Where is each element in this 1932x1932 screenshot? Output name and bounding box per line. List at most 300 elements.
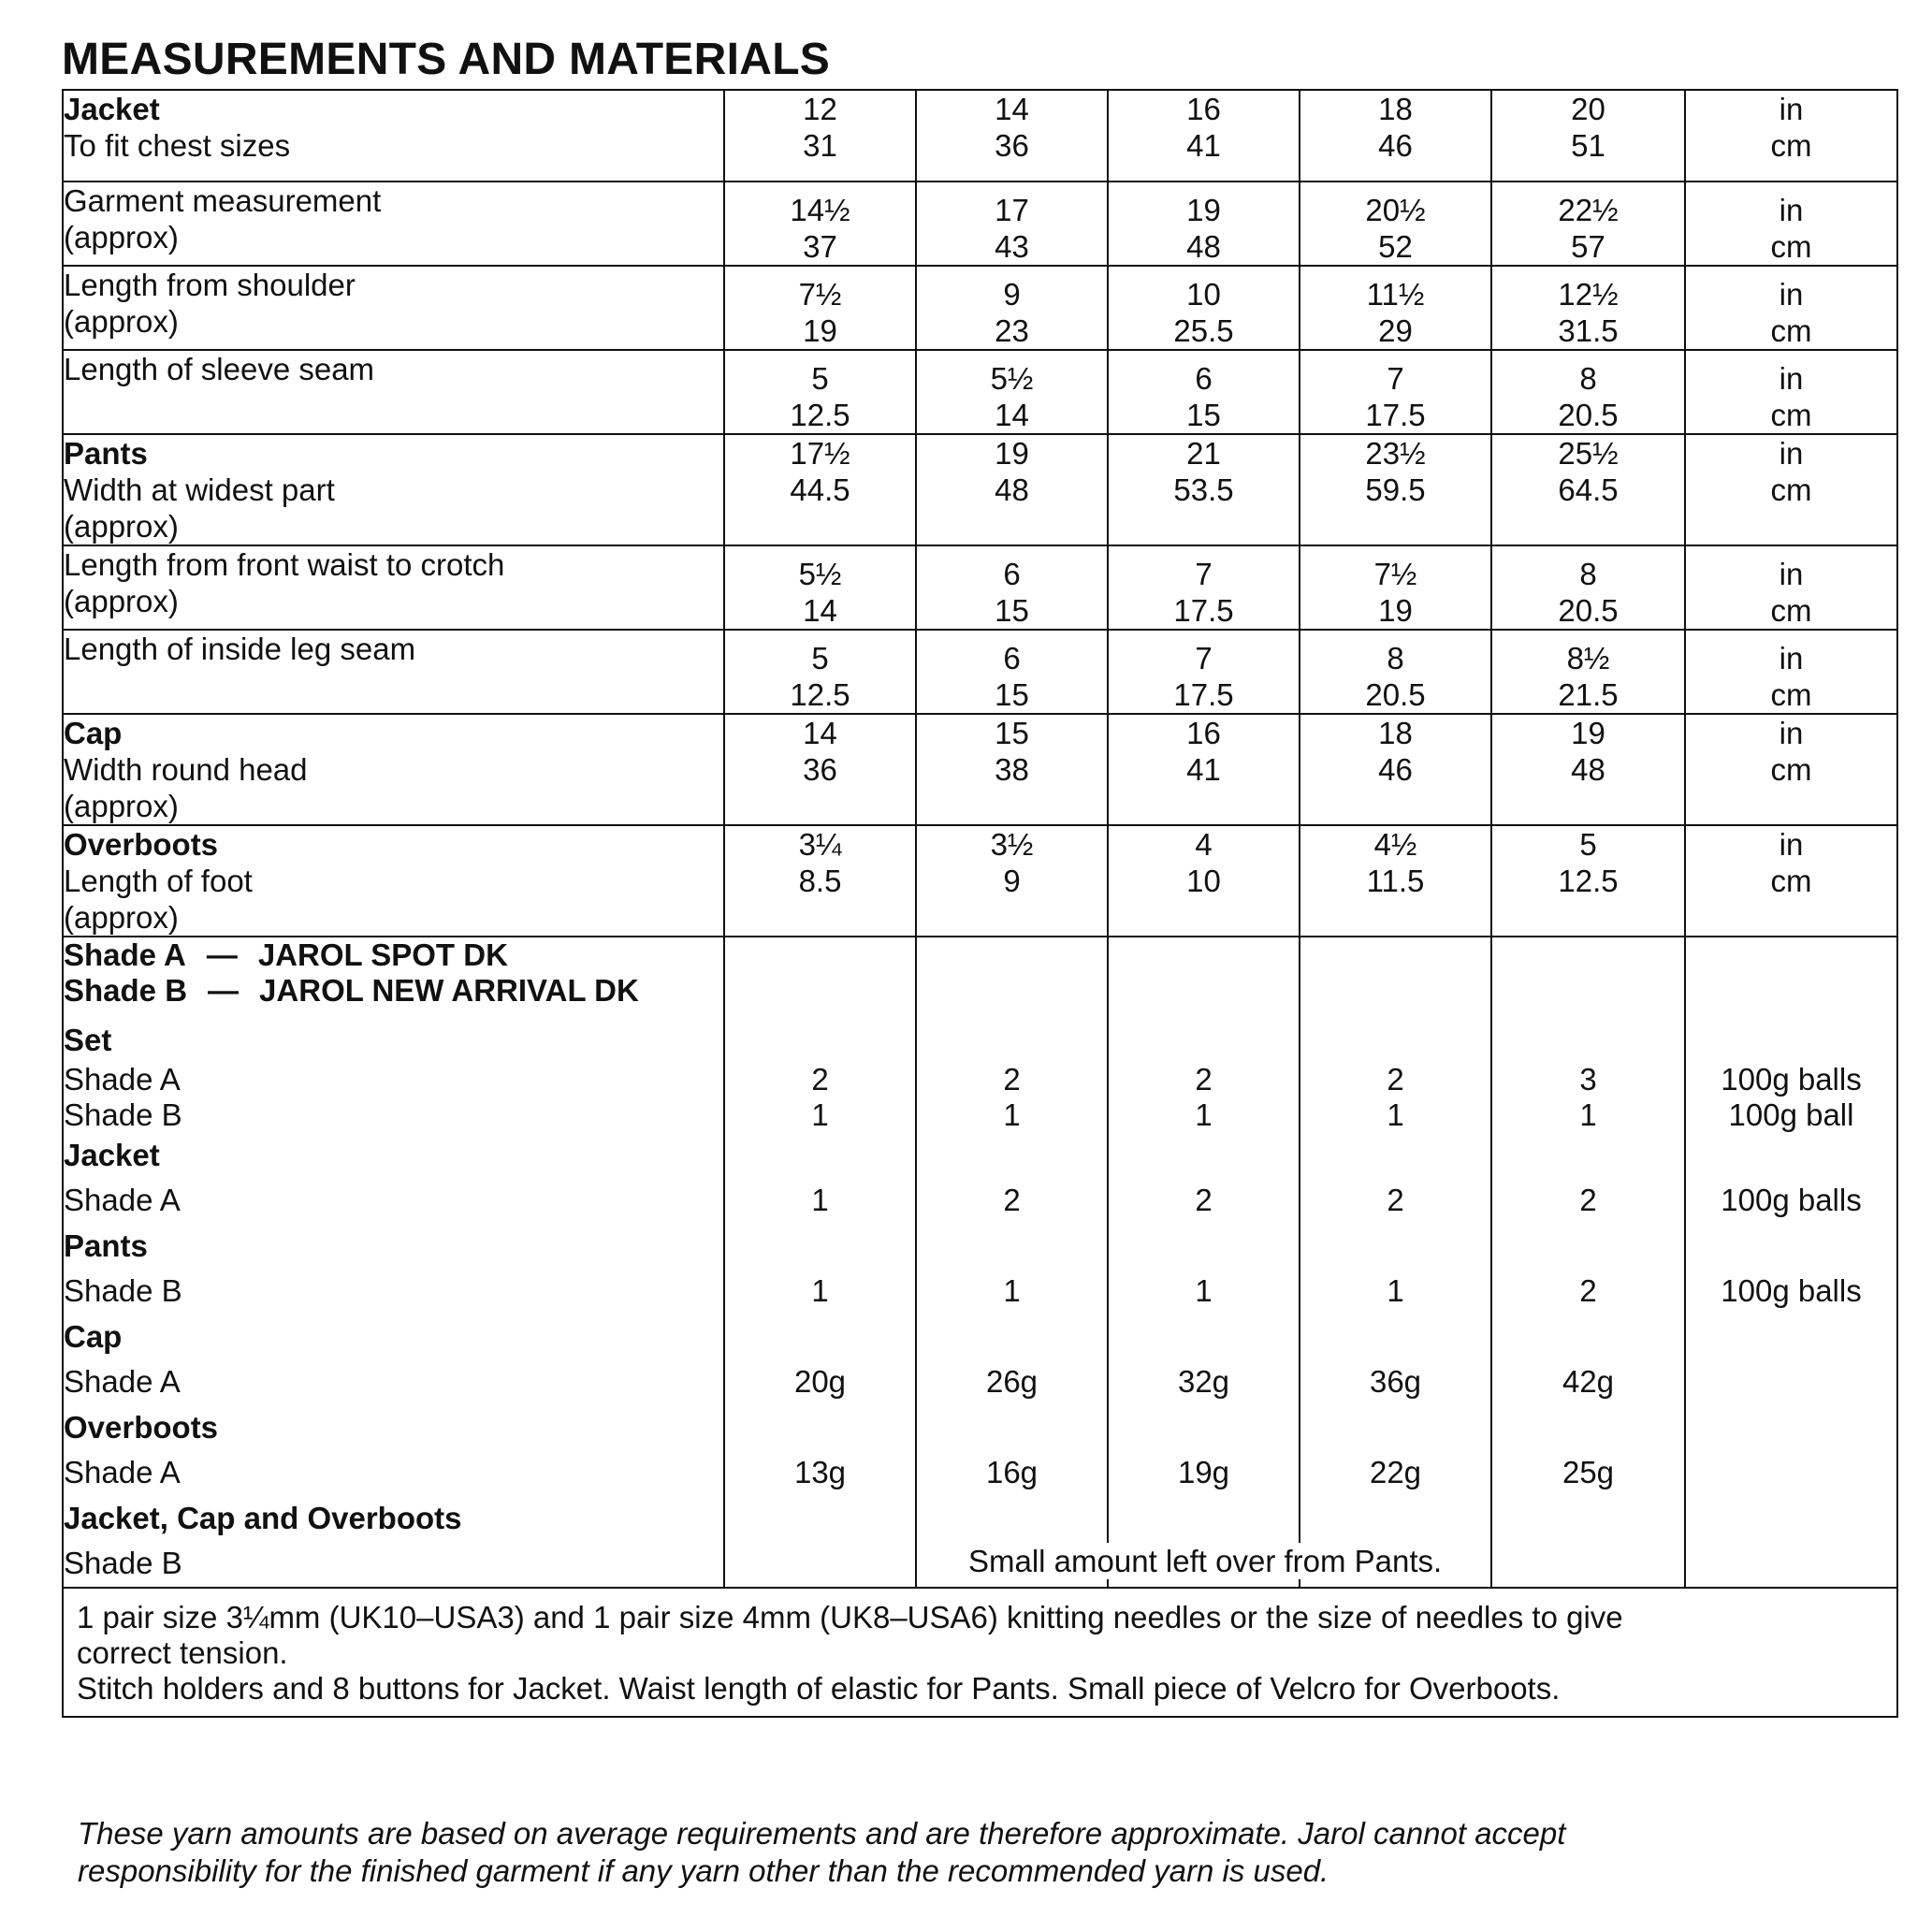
value-inches: 14½ xyxy=(790,193,850,227)
spacer xyxy=(1109,1496,1299,1540)
value-inches: 5 xyxy=(1579,827,1597,862)
size-value-cell xyxy=(1108,266,1300,350)
value-inches: 9 xyxy=(1003,277,1021,312)
needles-line: Stitch holders and 8 buttons for Jacket. Waist length of elastic for Pants. Small piece of Velcro for Overboots. xyxy=(77,1671,1561,1706)
yarn-amount: 36g xyxy=(1369,1364,1422,1399)
value-cm: 14 xyxy=(803,593,837,628)
measurement-row xyxy=(63,825,1897,937)
shade-a-yarn-name: JAROL SPOT DK xyxy=(257,937,508,972)
value-inches: 14 xyxy=(803,716,837,750)
value-inches: 22½ xyxy=(1558,193,1619,227)
value-inches: 21 xyxy=(1186,436,1221,471)
spacer xyxy=(725,1224,915,1268)
shade-b-yarn-line xyxy=(64,973,723,1009)
value-inches: 5 xyxy=(811,361,829,396)
value-cm: 19 xyxy=(1378,593,1413,628)
unit-inches: in xyxy=(1779,436,1804,471)
value-inches: 20 xyxy=(1571,92,1605,126)
measurement-label: To fit chest sizes xyxy=(64,128,291,163)
value-cm: 64.5 xyxy=(1558,472,1619,507)
size-value-cell xyxy=(1300,182,1491,266)
size-value-cell xyxy=(1491,350,1685,434)
shade-a-label: Shade A xyxy=(64,937,186,972)
shade-label: Shade A xyxy=(64,1364,181,1399)
spacer xyxy=(1686,1224,1896,1268)
unit-inches: in xyxy=(1779,716,1804,750)
size-value-cell xyxy=(1300,266,1491,350)
spacer xyxy=(1109,1018,1299,1062)
size-value-cell xyxy=(724,825,916,937)
size-value-cell xyxy=(1491,545,1685,630)
unit-inches: in xyxy=(1779,557,1804,591)
yarn-amount: 2 xyxy=(1003,1062,1021,1097)
value-cm: 48 xyxy=(995,472,1029,507)
value-inches: 6 xyxy=(1003,557,1021,591)
size-value-cell xyxy=(1300,825,1491,937)
value-cm: 36 xyxy=(803,752,837,787)
size-value-cell xyxy=(916,630,1108,714)
value-inches: 17 xyxy=(995,193,1029,227)
value-cm: 15 xyxy=(1186,398,1221,432)
yarn-amount: 2 xyxy=(1387,1062,1404,1097)
value-inches: 10 xyxy=(1186,277,1221,312)
size-value-cell xyxy=(724,434,916,545)
spacer xyxy=(725,1018,915,1062)
measurement-label-cell xyxy=(63,182,724,266)
measurement-row xyxy=(63,90,1897,182)
value-inches: 3½ xyxy=(990,827,1034,862)
value-inches: 6 xyxy=(1195,361,1213,396)
section-heading: Overboots xyxy=(64,1410,219,1445)
measurement-row xyxy=(63,182,1897,266)
unit-cell xyxy=(1685,825,1897,937)
size-value-cell xyxy=(724,90,916,182)
value-inches: 8 xyxy=(1579,557,1597,591)
measurement-row xyxy=(63,545,1897,630)
size-value-cell xyxy=(724,714,916,825)
measurement-label: (approx) xyxy=(64,220,179,254)
yarn-amount: 22g xyxy=(1369,1455,1422,1489)
yarn-amount: 2 xyxy=(1195,1183,1213,1217)
size-value-cell xyxy=(1108,90,1300,182)
spacer xyxy=(725,1315,915,1358)
value-cm: 44.5 xyxy=(790,472,850,507)
unit-cm: cm xyxy=(1770,229,1812,264)
measurement-row xyxy=(63,714,1897,825)
yarn-amount: 19g xyxy=(1177,1455,1230,1489)
value-cm: 15 xyxy=(995,593,1029,628)
unit-cm: cm xyxy=(1770,677,1812,712)
yarn-amount: 1 xyxy=(1579,1097,1597,1132)
size-value-cell xyxy=(724,266,916,350)
unit-inches: in xyxy=(1779,641,1804,675)
shade-label: Shade B xyxy=(64,1097,182,1132)
measurement-label: Length of inside leg seam xyxy=(64,632,416,666)
size-value-cell xyxy=(724,350,916,434)
value-inches: 12 xyxy=(803,92,837,126)
yarn-amount: 26g xyxy=(985,1364,1039,1399)
size-value-cell xyxy=(724,182,916,266)
yarn-unit: 100g balls xyxy=(1721,1062,1862,1097)
section-heading: Jacket xyxy=(64,92,160,126)
value-cm: 52 xyxy=(1378,229,1413,264)
spacer xyxy=(1300,1133,1490,1177)
value-inches: 19 xyxy=(995,436,1029,471)
value-inches: 8 xyxy=(1387,641,1404,675)
spacer xyxy=(1492,1405,1684,1449)
shade-label: Shade A xyxy=(64,1455,181,1489)
value-cm: 21.5 xyxy=(1558,677,1619,712)
spacer xyxy=(725,1405,915,1449)
measurement-label-cell xyxy=(63,545,724,630)
value-inches: 18 xyxy=(1378,716,1413,750)
value-cm: 15 xyxy=(995,677,1029,712)
yarn-amount: 2 xyxy=(1387,1183,1404,1217)
value-inches: 7½ xyxy=(1373,557,1417,591)
value-inches: 7 xyxy=(1195,641,1213,675)
yarn-unit: 100g balls xyxy=(1721,1273,1862,1308)
measurements-table xyxy=(62,89,1898,1718)
yarn-amount: 2 xyxy=(1003,1183,1021,1217)
unit-inches: in xyxy=(1779,92,1804,126)
size-value-cell xyxy=(1300,630,1491,714)
spacer xyxy=(917,1224,1107,1268)
value-inches: 7 xyxy=(1195,557,1213,591)
shade-label: Shade A xyxy=(64,1062,181,1097)
yarn-unit: 100g ball xyxy=(1728,1097,1854,1132)
value-cm: 23 xyxy=(995,313,1029,348)
unit-inches: in xyxy=(1779,827,1804,862)
size-value-cell xyxy=(1300,90,1491,182)
value-inches: 6 xyxy=(1003,641,1021,675)
disclaimer-line: responsibility for the finished garment if any yarn other than the recommended yarn is used. xyxy=(78,1853,1329,1888)
value-inches: 7½ xyxy=(798,277,842,312)
yarn-amount: 1 xyxy=(1195,1273,1213,1308)
measurement-label: Length from shoulder xyxy=(64,268,356,302)
needles-line: 1 pair size 3¼mm (UK10–USA3) and 1 pair size 4mm (UK8–USA6) knitting needles or the size of needles to give xyxy=(77,1600,1623,1634)
spacer xyxy=(1300,1496,1490,1540)
size-value-cell xyxy=(1108,825,1300,937)
shade-label: Shade A xyxy=(64,1183,181,1217)
measurement-label: Length of sleeve seam xyxy=(64,352,375,386)
spacer xyxy=(1686,1133,1896,1177)
value-inches: 16 xyxy=(1186,716,1221,750)
measurement-label: Length of foot xyxy=(64,864,253,898)
materials-size-cell xyxy=(916,937,1108,1588)
unit-cell xyxy=(1685,714,1897,825)
value-inches: 5 xyxy=(811,641,829,675)
value-cm: 46 xyxy=(1378,752,1413,787)
value-inches: 20½ xyxy=(1365,193,1426,227)
spacer xyxy=(1109,1224,1299,1268)
value-cm: 8.5 xyxy=(798,864,842,898)
yarn-unit: 100g balls xyxy=(1721,1183,1862,1217)
spacer xyxy=(917,1133,1107,1177)
spacer xyxy=(917,1496,1107,1540)
shade-a-yarn-line xyxy=(64,937,723,973)
value-cm: 57 xyxy=(1571,229,1605,264)
unit-cell xyxy=(1685,182,1897,266)
size-value-cell xyxy=(1300,545,1491,630)
size-value-cell xyxy=(1300,434,1491,545)
yarn-amount: 13g xyxy=(793,1455,847,1489)
value-cm: 10 xyxy=(1186,864,1221,898)
measurement-row xyxy=(63,434,1897,545)
value-inches: 23½ xyxy=(1365,436,1426,471)
shade-label: Shade B xyxy=(64,1546,182,1580)
size-value-cell xyxy=(916,90,1108,182)
value-cm: 17.5 xyxy=(1365,398,1426,432)
size-value-cell xyxy=(1491,434,1685,545)
value-inches: 25½ xyxy=(1558,436,1619,471)
unit-cell xyxy=(1685,545,1897,630)
unit-inches: in xyxy=(1779,193,1804,227)
unit-cm: cm xyxy=(1770,313,1812,348)
shade-b-yarn-name: JAROL NEW ARRIVAL DK xyxy=(259,973,639,1008)
size-value-cell xyxy=(1108,350,1300,434)
yarn-amount: 42g xyxy=(1562,1364,1615,1399)
size-value-cell xyxy=(916,266,1108,350)
measurement-label-cell xyxy=(63,630,724,714)
size-value-cell xyxy=(916,182,1108,266)
size-value-cell xyxy=(1108,630,1300,714)
size-value-cell xyxy=(1491,714,1685,825)
unit-cm: cm xyxy=(1770,128,1812,163)
unit-inches: in xyxy=(1779,361,1804,396)
section-heading: Pants xyxy=(64,436,148,471)
yarn-amount: 1 xyxy=(1003,1097,1021,1132)
yarn-amount: 2 xyxy=(1579,1183,1597,1217)
materials-size-cell xyxy=(1108,937,1300,1588)
shade-b-label: Shade B xyxy=(64,973,188,1008)
value-cm: 20.5 xyxy=(1558,398,1619,432)
unit-cell xyxy=(1685,90,1897,182)
size-value-cell xyxy=(1491,90,1685,182)
measurement-label-cell xyxy=(63,266,724,350)
needles-notes xyxy=(63,1588,1897,1717)
yarn-amount: 2 xyxy=(1195,1062,1213,1097)
size-value-cell xyxy=(1108,714,1300,825)
yarn-amount: 1 xyxy=(1387,1273,1404,1308)
size-value-cell xyxy=(916,825,1108,937)
value-cm: 17.5 xyxy=(1173,677,1234,712)
value-cm: 19 xyxy=(803,313,837,348)
spacer xyxy=(1300,1315,1490,1358)
value-cm: 12.5 xyxy=(790,398,850,432)
value-cm: 31 xyxy=(803,128,837,163)
yarn-amount: 1 xyxy=(1003,1273,1021,1308)
value-inches: 14 xyxy=(995,92,1029,126)
value-cm: 43 xyxy=(995,229,1029,264)
spacer xyxy=(1300,1224,1490,1268)
yarn-amount: 25g xyxy=(1562,1455,1615,1489)
yarn-amount: 1 xyxy=(811,1183,829,1217)
value-cm: 11.5 xyxy=(1366,864,1425,898)
shade-b-note: Small amount left over from Pants. xyxy=(963,1543,1447,1579)
dash: — xyxy=(206,937,238,972)
value-cm: 53.5 xyxy=(1173,472,1234,507)
unit-cm: cm xyxy=(1770,593,1812,628)
value-cm: 25.5 xyxy=(1173,313,1234,348)
spacer xyxy=(917,1315,1107,1358)
value-inches: 15 xyxy=(995,716,1029,750)
value-cm: 14 xyxy=(995,398,1029,432)
spacer xyxy=(1686,1018,1896,1062)
value-cm: 48 xyxy=(1571,752,1605,787)
spacer xyxy=(1109,1133,1299,1177)
spacer xyxy=(1492,1315,1684,1358)
measurement-label: (approx) xyxy=(64,584,179,618)
measurement-row xyxy=(63,630,1897,714)
unit-cell xyxy=(1685,434,1897,545)
measurement-label: Width at widest part xyxy=(64,472,335,507)
yarn-amount: 1 xyxy=(1387,1097,1404,1132)
value-cm: 9 xyxy=(1003,864,1021,898)
section-heading: Pants xyxy=(64,1228,148,1263)
size-value-cell xyxy=(1491,182,1685,266)
value-inches: 4½ xyxy=(1373,827,1417,862)
size-value-cell xyxy=(1300,714,1491,825)
spacer xyxy=(1300,1018,1490,1062)
value-inches: 7 xyxy=(1387,361,1404,396)
value-cm: 12.5 xyxy=(1558,864,1619,898)
yarn-amount: 2 xyxy=(1579,1273,1597,1308)
yarn-amount: 1 xyxy=(811,1273,829,1308)
section-heading: Jacket, Cap and Overboots xyxy=(64,1501,462,1535)
size-value-cell xyxy=(916,350,1108,434)
needles-row xyxy=(63,1588,1897,1717)
spacer xyxy=(725,1496,915,1540)
spacer xyxy=(917,1405,1107,1449)
disclaimer-line: These yarn amounts are based on average requirements and are therefore approximate. Jarol cannot accept xyxy=(78,1816,1566,1851)
measurement-label: (approx) xyxy=(64,900,179,935)
measurement-row xyxy=(63,266,1897,350)
value-inches: 18 xyxy=(1378,92,1413,126)
yarn-amount: 32g xyxy=(1177,1364,1230,1399)
unit-cm: cm xyxy=(1770,752,1812,787)
value-cm: 37 xyxy=(803,229,837,264)
measurement-label-cell xyxy=(63,90,724,182)
yarn-amount: 16g xyxy=(985,1455,1039,1489)
value-inches: 19 xyxy=(1186,193,1221,227)
yarn-amount: 3 xyxy=(1579,1062,1597,1097)
measurement-label: (approx) xyxy=(64,304,179,339)
value-cm: 41 xyxy=(1186,128,1221,163)
unit-cell xyxy=(1685,350,1897,434)
unit-cm: cm xyxy=(1770,472,1812,507)
measurement-label-cell xyxy=(63,825,724,937)
measurement-label-cell xyxy=(63,714,724,825)
materials-size-cell xyxy=(1491,937,1685,1588)
dash: — xyxy=(208,973,240,1008)
yarn-amount: 20g xyxy=(793,1364,847,1399)
value-inches: 12½ xyxy=(1558,277,1619,312)
size-value-cell xyxy=(724,630,916,714)
value-cm: 29 xyxy=(1378,313,1413,348)
spacer xyxy=(1492,1224,1684,1268)
unit-cm: cm xyxy=(1770,398,1812,432)
value-cm: 51 xyxy=(1571,128,1605,163)
value-cm: 36 xyxy=(995,128,1029,163)
measurement-label: Length from front waist to crotch xyxy=(64,547,505,582)
section-heading: Cap xyxy=(64,1319,123,1354)
value-inches: 5½ xyxy=(798,557,842,591)
needles-line: correct tension. xyxy=(77,1635,288,1670)
spacer xyxy=(725,1133,915,1177)
size-value-cell xyxy=(1108,182,1300,266)
measurement-label: (approx) xyxy=(64,789,179,823)
spacer xyxy=(1300,1405,1490,1449)
size-value-cell xyxy=(916,714,1108,825)
size-value-cell xyxy=(1491,266,1685,350)
value-cm: 20.5 xyxy=(1365,677,1426,712)
spacer xyxy=(1492,1018,1684,1062)
unit-inches: in xyxy=(1779,277,1804,312)
materials-size-cell xyxy=(1300,937,1491,1588)
value-cm: 31.5 xyxy=(1558,313,1619,348)
size-value-cell xyxy=(916,545,1108,630)
unit-cm: cm xyxy=(1770,864,1812,898)
yarn-amount: 2 xyxy=(811,1062,829,1097)
size-value-cell xyxy=(916,434,1108,545)
materials-unit-cell xyxy=(1685,937,1897,1588)
value-inches: 4 xyxy=(1195,827,1213,862)
section-heading: Cap xyxy=(64,716,123,750)
size-value-cell xyxy=(1491,825,1685,937)
size-value-cell xyxy=(1491,630,1685,714)
size-value-cell xyxy=(724,545,916,630)
measurement-label: Width round head xyxy=(64,752,308,787)
materials-label-cell xyxy=(63,937,724,1588)
value-inches: 5½ xyxy=(990,361,1034,396)
page-title: MEASUREMENTS AND MATERIALS xyxy=(62,35,831,84)
yarn-amount: 1 xyxy=(1195,1097,1213,1132)
value-inches: 11½ xyxy=(1366,277,1425,312)
spacer xyxy=(1109,1405,1299,1449)
yarn-amount: 1 xyxy=(811,1097,829,1132)
unit-cell xyxy=(1685,266,1897,350)
measurement-label-cell xyxy=(63,350,724,434)
measurement-label: (approx) xyxy=(64,509,179,544)
value-cm: 12.5 xyxy=(790,677,850,712)
measurement-row xyxy=(63,350,1897,434)
value-cm: 38 xyxy=(995,752,1029,787)
spacer xyxy=(1109,1315,1299,1358)
value-inches: 16 xyxy=(1186,92,1221,126)
value-cm: 41 xyxy=(1186,752,1221,787)
measurement-label-cell xyxy=(63,434,724,545)
size-value-cell xyxy=(1108,434,1300,545)
disclaimer xyxy=(78,1815,1893,1890)
value-inches: 3¼ xyxy=(798,827,842,862)
measurement-label: Garment measurement xyxy=(64,183,382,218)
spacer xyxy=(1492,1496,1684,1540)
value-cm: 46 xyxy=(1378,128,1413,163)
section-heading: Jacket xyxy=(64,1138,160,1172)
value-inches: 8 xyxy=(1579,361,1597,396)
spacer xyxy=(917,1018,1107,1062)
size-value-cell xyxy=(1300,350,1491,434)
value-cm: 48 xyxy=(1186,229,1221,264)
value-cm: 59.5 xyxy=(1365,472,1426,507)
materials-row xyxy=(63,937,1897,1588)
size-value-cell xyxy=(1108,545,1300,630)
unit-cell xyxy=(1685,630,1897,714)
value-inches: 8½ xyxy=(1566,641,1610,675)
section-heading: Set xyxy=(64,1023,112,1057)
value-cm: 17.5 xyxy=(1173,593,1234,628)
value-inches: 17½ xyxy=(790,436,850,471)
